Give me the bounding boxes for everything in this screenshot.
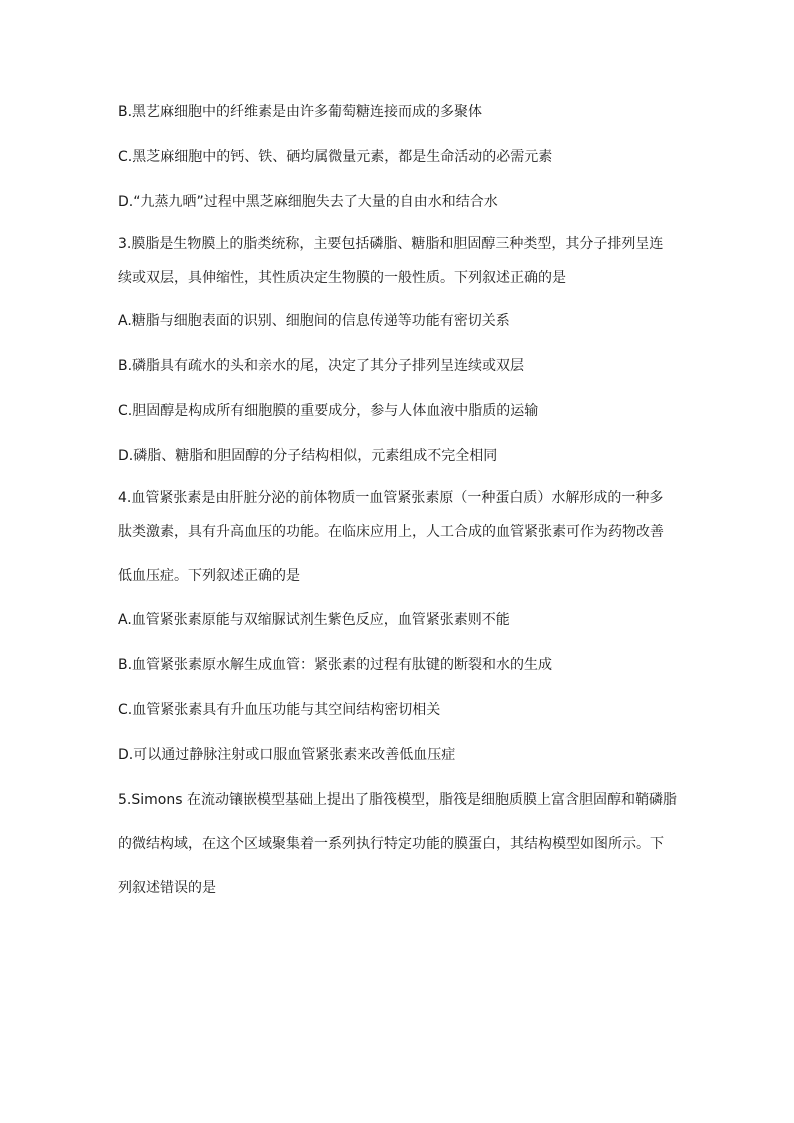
question-5-stem-line-3: 列叙述错误的是 (118, 880, 216, 896)
option-b-q2: B.黑艺麻细胞中的纤维素是由许多葡萄糖连接而成的多聚体 (118, 104, 483, 120)
option-c-q3: C.胆固醇是构成所有细胞膜的重要成分，参与人体血液中脂质的运输 (118, 403, 539, 419)
option-b-q3: B.磷脂具有疏水的头和亲水的尾，决定了其分子排列呈连续或双层 (118, 358, 525, 374)
option-d-q3: D.磷脂、糖脂和胆固醇的分子结构相似，元素组成不完全相同 (118, 448, 498, 464)
question-4-stem-line-3: 低血压症。下列叙述正确的是 (118, 568, 300, 584)
question-4-stem-line-1: 4.血管紧张素是由肝脏分泌的前体物质一血管紧张素原（一种蛋白质）水解形成的一种多 (118, 490, 664, 506)
option-a-q4: A.血管紧张素原能与双缩脲试剂生紫色反应，血管紧张素则不能 (118, 612, 510, 628)
option-d-q2: D.“九蒸九晒”过程中黑芝麻细胞失去了大量的自由水和结合水 (118, 194, 498, 210)
option-c-q4: C.血管紧张素具有升血压功能与其空间结构密切相关 (118, 702, 441, 718)
option-c-q2: C.黑芝麻细胞中的钙、铁、硒均属微量元素，都是生命活动的必需元素 (118, 149, 553, 165)
question-5-stem-line-1: 5.Simons 在流动镶嵌模型基础上提出了脂筏模型，脂筏是细胞质膜上富含胆固醇和鞘磷脂 (118, 792, 677, 808)
option-b-q4: B.血管紧张素原水解生成血管：紧张素的过程有肽键的断裂和水的生成 (118, 657, 553, 673)
option-a-q3: A.糖脂与细胞表面的识别、细胞间的信息传递等功能有密切关系 (118, 313, 510, 329)
question-3-stem-line-2: 续或双层，具伸缩性，其性质决定生物膜的一般性质。下列叙述正确的是 (118, 270, 566, 286)
question-5-stem-line-2: 的微结构域，在这个区域聚集着一系列执行特定功能的膜蛋白，其结构模型如图所示。下 (118, 836, 664, 852)
question-3-stem-line-1: 3.膜脂是生物膜上的脂类统称，主要包括磷脂、糖脂和胆固醇三种类型，其分子排列呈连 (118, 236, 664, 252)
question-4-stem-line-2: 肽类激素，具有升高血压的功能。在临床应用上，人工合成的血管紧张素可作为药物改善 (118, 524, 664, 540)
option-d-q4: D.可以通过静脉注射或口服血管紧张素来改善低血压症 (118, 747, 456, 763)
